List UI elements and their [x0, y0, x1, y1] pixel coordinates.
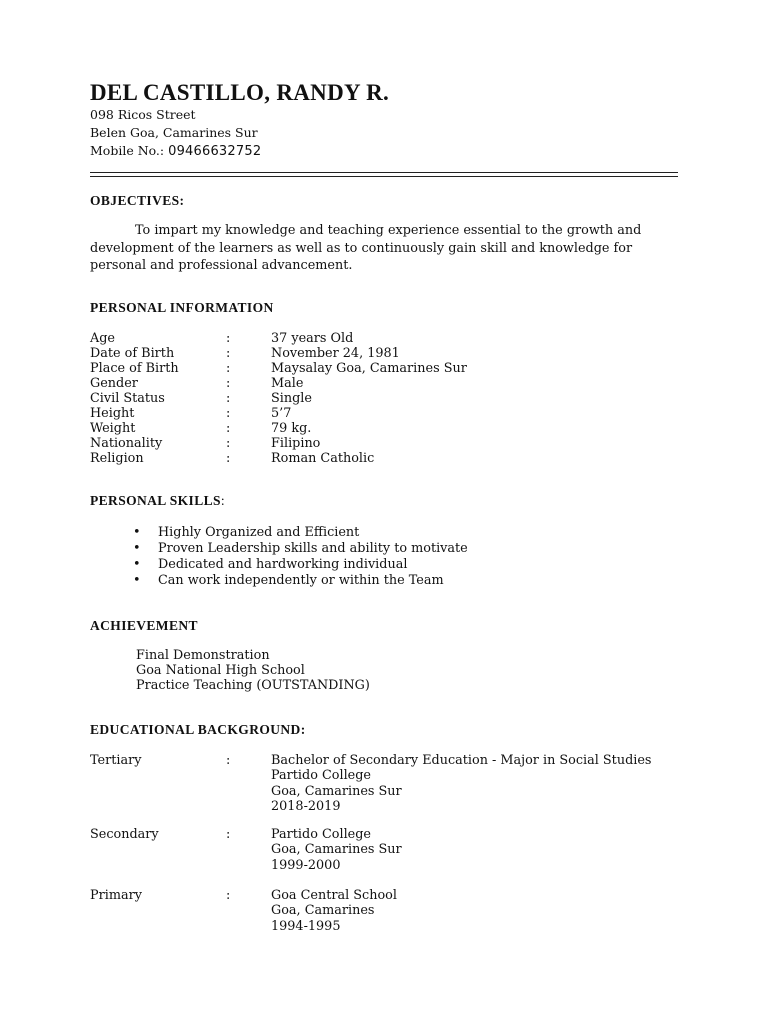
- address-line-1: 098 Ricos Street: [90, 107, 196, 122]
- education-detail-line: Goa, Camarines: [271, 903, 375, 919]
- contact-block: [90, 106, 261, 161]
- applicant-name: DEL CASTILLO, RANDY R.: [90, 80, 390, 105]
- info-colon: :: [226, 361, 231, 376]
- achievement-line: Goa National High School: [136, 663, 305, 678]
- info-colon: :: [226, 391, 231, 406]
- skill-item: [131, 541, 468, 557]
- achievement-list: [136, 648, 370, 693]
- info-value: Maysalay Goa, Camarines Sur: [271, 361, 467, 376]
- skill-item: [131, 525, 468, 541]
- header-divider-bottom: [90, 176, 678, 177]
- info-value: Roman Catholic: [271, 451, 375, 466]
- education-level: Tertiary: [90, 753, 142, 768]
- achievement-line: Practice Teaching (OUTSTANDING): [136, 678, 370, 693]
- education-details: [271, 753, 691, 814]
- objectives-paragraph: [90, 222, 680, 275]
- info-value: 37 years Old: [271, 331, 354, 346]
- education-detail-line: Goa Central School: [271, 888, 397, 903]
- education-detail-line: 1994-1995: [271, 918, 341, 934]
- bullet-icon: •: [133, 573, 141, 588]
- info-colon: :: [226, 376, 231, 391]
- info-colon: :: [226, 436, 231, 451]
- mobile-number: 09466632752: [168, 144, 262, 159]
- info-value: Single: [271, 391, 312, 406]
- education-heading: EDUCATIONAL BACKGROUND:: [90, 722, 306, 737]
- education-detail-line: 1999-2000: [271, 857, 341, 873]
- education-details: [271, 827, 691, 873]
- address-line-2: Belen Goa, Camarines Sur: [90, 125, 258, 140]
- education-colon: :: [226, 753, 231, 768]
- bullet-icon: •: [133, 557, 141, 572]
- info-colon: :: [226, 331, 231, 346]
- info-value: 5’7: [271, 406, 292, 421]
- skills-list: [131, 525, 468, 589]
- info-label: Place of Birth: [90, 361, 179, 376]
- info-value: Filipino: [271, 436, 321, 451]
- skill-item: [131, 573, 468, 589]
- info-value: 79 kg.: [271, 421, 312, 436]
- skills-heading: [90, 493, 225, 509]
- info-label: Age: [90, 331, 116, 346]
- info-label: Gender: [90, 376, 138, 391]
- education-detail-line: Bachelor of Secondary Education - Major in Social Studies: [271, 753, 652, 768]
- info-label: Height: [90, 406, 135, 421]
- header-divider-top: [90, 172, 678, 173]
- personal-info-heading: PERSONAL INFORMATION: [90, 300, 274, 315]
- skills-heading-text: PERSONAL SKILLS: [90, 493, 221, 508]
- education-detail-line: Goa, Camarines Sur: [271, 842, 402, 858]
- mobile-label: Mobile No.:: [90, 143, 165, 158]
- achievement-heading: ACHIEVEMENT: [90, 618, 198, 633]
- skill-text: Highly Organized and Efficient: [158, 525, 360, 540]
- info-colon: :: [226, 421, 231, 436]
- skill-text: Proven Leadership skills and ability to motivate: [158, 541, 468, 556]
- education-colon: :: [226, 827, 231, 842]
- info-colon: :: [226, 406, 231, 421]
- info-label: Nationality: [90, 436, 163, 451]
- info-label: Weight: [90, 421, 136, 436]
- education-detail-line: 2018-2019: [271, 798, 341, 814]
- objectives-heading: OBJECTIVES:: [90, 193, 185, 208]
- education-level: Secondary: [90, 827, 159, 842]
- education-detail-line: Goa, Camarines Sur: [271, 783, 402, 799]
- info-label: Date of Birth: [90, 346, 175, 361]
- education-detail-line: Partido College: [271, 827, 372, 842]
- info-colon: :: [226, 451, 231, 466]
- mobile-line: [90, 142, 261, 161]
- education-details: [271, 888, 691, 934]
- skill-text: Can work independently or within the Team: [158, 573, 444, 588]
- info-value: November 24, 1981: [271, 346, 400, 361]
- info-label: Religion: [90, 451, 144, 466]
- achievement-line: Final Demonstration: [136, 648, 270, 663]
- info-label: Civil Status: [90, 391, 165, 406]
- bullet-icon: •: [133, 525, 141, 540]
- skills-heading-colon: :: [220, 493, 226, 508]
- education-detail-line: Partido College: [271, 768, 372, 784]
- education-level: Primary: [90, 888, 142, 903]
- education-colon: :: [226, 888, 231, 903]
- info-value: Male: [271, 376, 304, 391]
- skill-text: Dedicated and hardworking individual: [158, 557, 408, 572]
- objectives-text: To impart my knowledge and teaching experience essential to the growth and development of the learners as well as to continuously gain skill and knowledge for personal and professional advancement.: [90, 223, 642, 273]
- bullet-icon: •: [133, 541, 141, 556]
- info-colon: :: [226, 346, 231, 361]
- skill-item: [131, 557, 468, 573]
